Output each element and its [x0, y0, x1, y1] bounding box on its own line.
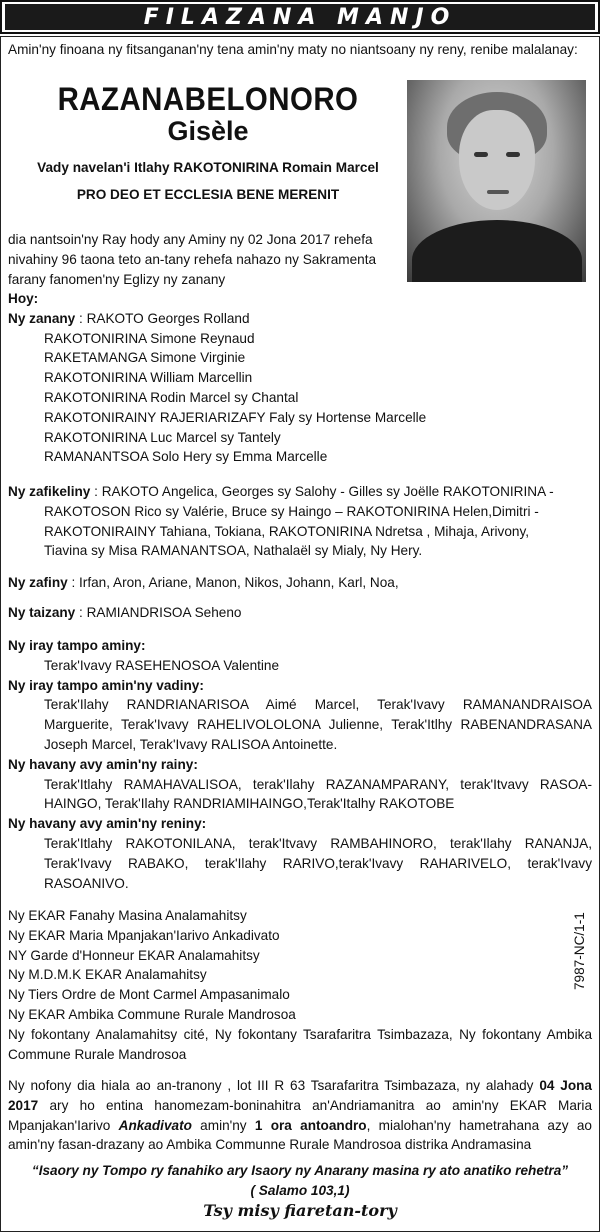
death-notice-line: nivahiny 96 taona teto an-tany rehefa nahazo ny Sakramenta: [8, 251, 377, 267]
iray-tampo-vadiny-heading: Ny iray tampo amin'ny vadiny:: [8, 677, 204, 693]
portrait-eye-right: [506, 152, 520, 157]
reference-code: 7987-NC/1-1: [572, 912, 587, 990]
funeral-p1: Ny nofony dia hiala ao an-tranony , lot III R 63 Tsarafaritra Tsimbazaza, ny alahady: [8, 1078, 540, 1093]
taizany-text: : RAMIANDRISOA Seheno: [75, 605, 242, 620]
header-banner: [0, 0, 600, 34]
family-section: [8, 289, 592, 467]
deceased-surname: RAZANABELONORO: [57, 81, 359, 117]
relatives-section: [8, 636, 592, 893]
zafiny-section: [8, 573, 592, 593]
zafikeliny-line: RAKOTOSON Rico sy Valérie, Bruce sy Haingo – RAKOTONIRINA Helen,Dimitri -: [44, 503, 539, 519]
funeral-p4: , mialohan'ny hametrahana azy ao amin'ny fasan-drazany ao Ambika Communne Rurale Mandrosoa distrika Andramasina: [8, 1117, 592, 1153]
funeral-p3: amin'ny: [191, 1117, 255, 1133]
zanany-item: RAKOTONIRINA William Marcellin: [44, 370, 253, 386]
havany-reniny-label: Ny havany avy amin'ny reniny: [8, 816, 202, 832]
zafiny-text: : Irfan, Aron, Ariane, Manon, Nikos, Johann, Karl, Noa,: [67, 575, 399, 590]
iray-tampo-vadiny-text: Terak'Ilahy RANDRIANARISOA Aimé Marcel, Terak'Ivavy RAMANANDRAISOA Marguerite, Terak'Ivavy RAHELIVOLOLONA Julienne, Terak'Itlhy RABENANDRASANA Joseph Marcel, Terak'Ivavy RALISOA Antoinette.: [44, 697, 592, 752]
header-banner-bar: [5, 4, 595, 30]
havany-reniny-text: Terak'Itlahy RAKOTONILANA, terak'Itvavy RAMBAHINORO, terak'Ilahy RANANJA, Terak'Ivavy RABAKO, terak'Ilahy RARIVO,terak'Ivavy RAHARIVELO, terak'Ivavy RASOANIVO.: [44, 835, 592, 891]
iray-tampo-aminy-text: Terak'Ivavy RASEHENOSOA Valentine: [44, 657, 280, 673]
zafikeliny-section: [8, 482, 592, 561]
intro-text: Amin'ny finoana ny fitsanganan'ny tena amin'ny maty no niantsoany ny reny, renibe malalanay:: [8, 42, 578, 57]
organisation-item: Ny M.D.M.K EKAR Analamahitsy: [8, 967, 207, 983]
zanany-item: RAKETAMANGA Simone Virginie: [44, 350, 246, 366]
organisation-item: Ny EKAR Ambika Commune Rurale Mandrosoa: [8, 1006, 296, 1022]
funeral-place: Ankadivato: [118, 1117, 192, 1133]
organisation-item: NY Garde d'Honneur EKAR Analamahitsy: [8, 947, 260, 963]
motto-line: PRO DEO ET ECCLESIA BENE MERENIT: [76, 187, 340, 202]
death-notice-line: farany fanomen'ny Eglizy ny zanany: [8, 271, 226, 287]
portrait-photo: [407, 80, 586, 282]
taizany-section: [8, 603, 592, 623]
havany-rainy-heading: Ny havany avy amin'ny rainy:: [8, 756, 198, 772]
taizany-label: Ny taizany: [8, 605, 76, 620]
havany-rainy-text: Terak'Itlahy RAMAHAVALISOA, terak'Ilahy RAZANAMPARANY, terak'Itvavy RASOA-HAINGO, Terak'Ilahy RANDRIAMIHAINGO,Terak'Italhy RAKOTOBE: [44, 776, 592, 812]
iray-tampo-aminy-label: Ny iray tampo aminy: [8, 638, 141, 653]
funeral-p2: ary ho entina hanomezam-boninahitra an'Andriamanitra ao amin'ny EKAR Maria Mpanjakan'Iarivo: [8, 1097, 592, 1133]
funeral-details: [8, 1076, 592, 1155]
funeral-time: 1 ora antoandro: [254, 1117, 367, 1133]
death-notice-line: dia nantsoin'ny Ray hody any Aminy ny 02 Jona 2017 rehefa: [8, 232, 373, 247]
zafikeliny-label: Ny zafikeliny: [8, 484, 91, 499]
zanany-first: : RAKOTO Georges Rolland: [75, 310, 250, 326]
deceased-firstname: Gisèle: [167, 116, 249, 146]
spouse-line: Vady navelan'i Itlahy RAKOTONIRINA Romain Marcel: [37, 160, 379, 175]
zafikeliny-first-line: [8, 482, 592, 502]
organisation-item: Ny EKAR Fanahy Masina Analamahitsy: [8, 908, 247, 923]
zanany-item: RAKOTONIRAINY RAJERIARIZAFY Faly sy Hortense Marcelle: [44, 409, 427, 425]
organisation-item: Ny EKAR Maria Mpanjakan'Iarivo Ankadivato: [8, 927, 280, 943]
portrait-body: [412, 220, 582, 282]
fokontany-text: Ny fokontany Analamahitsy cité, Ny fokontany Tsarafaritra Tsimbazaza, Ny fokontany Ambika Commune Rurale Mandrosoa: [8, 1026, 592, 1062]
zanany-item: RAKOTONIRINA Rodin Marcel sy Chantal: [44, 389, 299, 405]
zanany-label: Ny zanany: [8, 310, 76, 326]
psalm-reference: ( Salamo 103,1): [250, 1183, 350, 1198]
havany-reniny-heading: Ny havany avy amin'ny reniny:: [8, 816, 207, 832]
death-notice: [8, 230, 400, 289]
havany-rainy-label: Ny havany avy amin'ny rainy: [8, 756, 194, 772]
portrait-mouth: [487, 190, 509, 194]
zafiny-label: Ny zafiny: [8, 575, 68, 590]
zafikeliny-line: RAKOTONIRAINY Tahiana, Tokiana, RAKOTONIRINA Ndretsa , Mihaja, Arivony,: [44, 523, 530, 539]
zafikeliny-line: Tiavina sy Misa RAMANANTSOA, Nathalaël sy Mialy, Ny Hery.: [44, 543, 423, 559]
bible-quote: “Isaory ny Tompo ry fanahiko ary Isaory ny Anarany masina ry ato anatiko rehetra”: [31, 1163, 569, 1178]
banner-title: FILAZANA MANJO: [143, 4, 457, 30]
zafikeliny-line1: : RAKOTO Angelica, Georges sy Salohy - Gilles sy Joëlle RAKOTONIRINA -: [90, 484, 554, 499]
portrait-face: [459, 110, 535, 210]
zanany-first-line: [8, 309, 592, 329]
funeral-date: 04 Jona 2017: [8, 1078, 592, 1113]
portrait-eye-left: [474, 152, 488, 157]
zanany-item: RAKOTONIRINA Luc Marcel sy Tantely: [44, 429, 281, 445]
closing-line: Tsy misy fiaretan-tory: [203, 1201, 397, 1220]
iray-tampo-vadiny-label: Ny iray tampo amin'ny vadiny: [8, 677, 200, 693]
iray-tampo-aminy-heading: Ny iray tampo aminy:: [8, 638, 146, 653]
name-block: [10, 82, 406, 202]
hoy-label: Hoy:: [8, 291, 39, 306]
zanany-item: RAMANANTSOA Solo Hery sy Emma Marcelle: [44, 449, 328, 465]
organisation-item: Ny Tiers Ordre de Mont Carmel Ampasanimalo: [8, 987, 290, 1003]
zanany-item: RAKOTONIRINA Simone Reynaud: [44, 330, 255, 346]
